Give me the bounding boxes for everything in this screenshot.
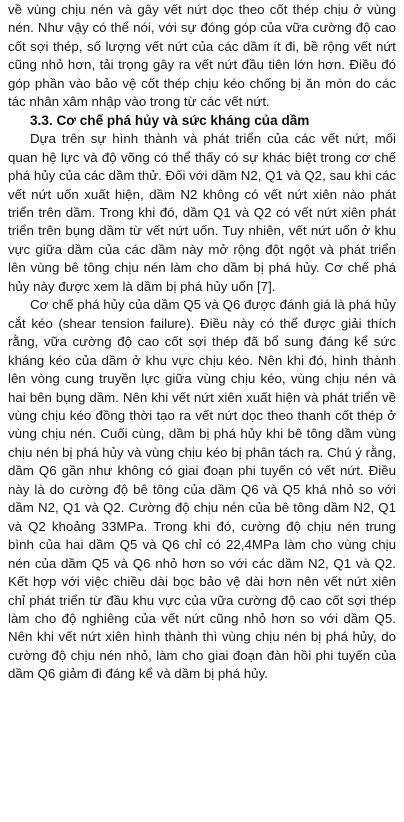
intro-paragraph: về vùng chịu nén và gây vết nứt dọc theo cốt thép chịu ở vùng nén. Như vậy có thể nói, với sự đóng góp của vữa cường độ cao cốt sợi thép, số lượng vết nứt của các dầm ít đi, bề rộng vết nứt cũng nhỏ hơn, tải trọng gây ra vết nứt đầu tiên lớn hơn. Điều đó góp phần vào bảo vệ cốt thép chịu kéo chống bị ăn mòn do các tác nhân xâm nhập vào trong từ các vết nứt.	[8, 2, 396, 110]
body-paragraph-1: Dựa trên sự hình thành và phát triển của các vết nứt, mối quan hệ lực và độ võng có thể thấy có sự khác biệt trong cơ chế phá hủy của các dầm thử. Đối với dầm N2, Q1 và Q2, sau khi các vết nứt uốn xuất hiện, dầm N2 không có vết nứt xiên nào phát triển trên dầm. Trong khi đó, dầm Q1 và Q2 có vết nứt xiên phát triển trên bụng dầm từ vết nứt uốn. Tuy nhiên, vết nứt uốn ở khu vực giữa dầm của các dầm này mở rộng đột ngột và phát triển lên vùng bê tông chịu nén làm cho dầm bị phá hủy. Cơ chế phá hủy này được xem là dầm bị phá hủy uốn [7].	[8, 131, 396, 294]
section-heading: 3.3. Cơ chế phá hủy và sức kháng của dầm	[30, 112, 310, 128]
body-paragraph-2: Cơ chế phá hủy của dầm Q5 và Q6 được đánh giá là phá hủy cắt kéo (shear tension failure). Điều này có thể được giải thích rằng, vữa cường độ cao cốt sợi thép đã bổ sung đáng kể sức kháng kéo của dầm ở khu vực chịu kéo. Nên khi đó, hình thành lên vòng cung truyền lực giữa vùng chịu kéo, vùng chịu nén và hai bên bụng dầm. Nên khi vết nứt xiên xuất hiện và phát triển về vùng chịu kéo đồng thời tạo ra vết nứt dọc theo thanh cốt thép ở vùng chịu nén. Cuối cùng, dầm bị phá hủy khi bê tông dầm vùng chịu nén bị phá hủy và vùng chịu kéo bị phân tách ra. Chú ý rằng, dầm Q6 gần như không có giai đoạn phi tuyến có vết nứt. Điều này là do cường độ bê tông của dầm Q6 và Q5 khá nhỏ so với dầm N2, Q1 và Q2. Cường độ chịu nén của bê tông dầm N2, Q1 và Q2 khoảng 33MPa. Trong khi đó, cường độ chịu nén trung bình của hai dầm Q5 và Q6 chỉ có 22,4MPa làm cho vùng chịu nén của dầm Q5 và Q6 nhỏ hơn so với các dầm N2, Q1 và Q2. Kết hợp với việc chiều dài bọc bảo vệ dài hơn nên vết nứt xiên chỉ phát triển từ đầu khu vực của vữa cường độ cao cốt sợi thép làm cho độ nghiêng của vết nứt cũng nhỏ hơn so với dầm Q5. Nên khi vết nứt xiên hình thành thì vùng chịu nén bị phá hủy, do cường độ chịu nén nhỏ, làm cho giai đoạn đàn hồi phi tuyến của dầm Q6 giảm đi đáng kể và dầm bị phá hủy.	[8, 297, 396, 682]
